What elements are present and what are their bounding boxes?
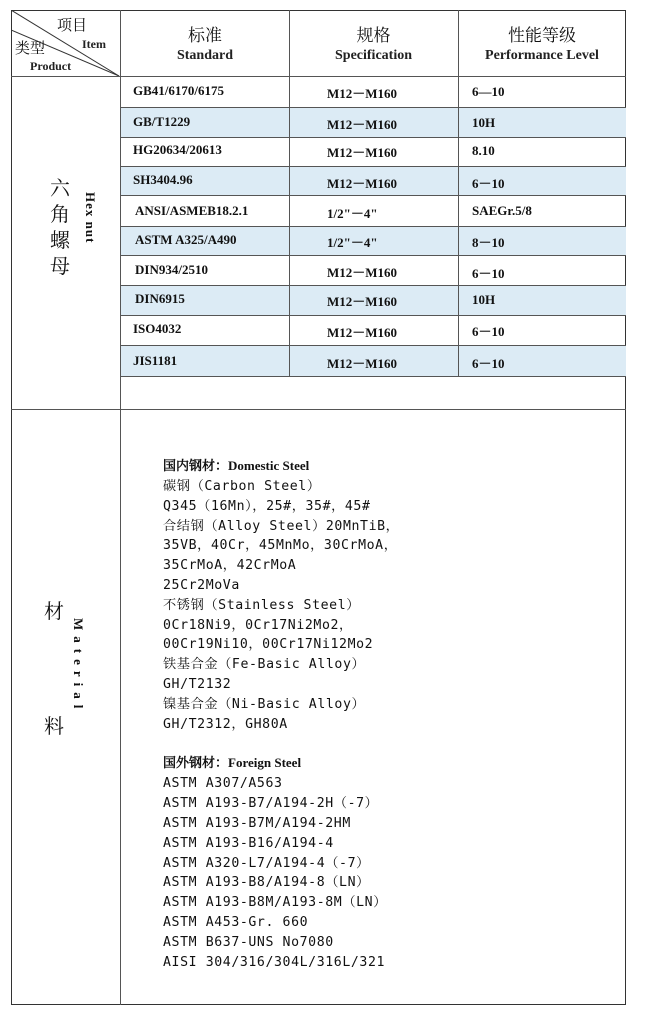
hex-nut-char: 角 <box>50 202 70 226</box>
cell-spec: M12－M160 <box>327 356 398 371</box>
material-char-2: 料 <box>44 714 64 738</box>
cell-spec: 1/2"－4" <box>327 235 378 250</box>
column-divider <box>289 10 290 376</box>
cell-spec: M12－M160 <box>327 117 398 132</box>
cell-spec: M12－M160 <box>327 86 398 101</box>
row-divider <box>120 285 626 286</box>
corner-item-en: Item <box>82 37 106 51</box>
material-line: ASTM A453-Gr. 660 <box>163 914 309 930</box>
material-line: ASTM A193-B8/A194-8（LN） <box>163 875 370 891</box>
cell-standard: HG20634/20613 <box>133 142 222 157</box>
material-char-1: 材 <box>44 599 64 623</box>
header-spec-en: Specification <box>335 48 412 63</box>
cell-standard: DIN6915 <box>135 291 185 306</box>
domestic-heading-en: Domestic Steel <box>228 458 310 473</box>
material-line: 不锈钢（Stainless Steel） <box>163 597 361 613</box>
cell-level: 8.10 <box>472 143 495 158</box>
row-divider <box>120 376 626 377</box>
row-divider <box>120 345 626 346</box>
cell-standard: JIS1181 <box>133 353 178 368</box>
cell-standard: ISO4032 <box>133 321 182 336</box>
row-divider <box>120 107 626 108</box>
material-line: ASTM A193-B16/A194-4 <box>163 835 334 851</box>
cell-spec: M12－M160 <box>327 325 398 340</box>
hex-nut-char: 六 <box>50 176 70 200</box>
column-divider <box>120 10 121 1005</box>
header-spec-zh: 规格 <box>356 26 391 46</box>
header-level-en: Performance Level <box>485 48 599 63</box>
material-line: AISI 304/316/304L/316L/321 <box>163 954 386 970</box>
cell-spec: M12－M160 <box>327 145 398 160</box>
hex-nut-label-en: Hex nut <box>83 192 98 244</box>
material-line: ASTM A307/A563 <box>163 776 283 792</box>
material-line: 35CrMoA，42CrMoA <box>163 558 297 574</box>
header-level-zh: 性能等级 <box>508 26 576 46</box>
cell-spec: M12－M160 <box>327 294 398 309</box>
material-line: Q345（16Mn），25#，35#，45# <box>163 498 371 514</box>
material-line: 25Cr2MoVa <box>163 577 240 593</box>
foreign-heading <box>163 752 618 774</box>
material-line: 合结钢（Alloy Steel）20MnTiB， <box>163 518 400 534</box>
hex-nut-char: 螺 <box>50 228 70 252</box>
material-line: 0Cr18Ni9，0Cr17Ni2Mo2， <box>163 617 353 633</box>
hex-nut-label-zh <box>48 175 72 279</box>
cell-spec: M12－M160 <box>327 176 398 191</box>
material-line: ASTM B637-UNS No7080 <box>163 934 334 950</box>
cell-standard: DIN934/2510 <box>135 262 208 277</box>
foreign-heading-zh: 国外钢材： <box>163 756 229 772</box>
cell-level: 10H <box>472 115 496 130</box>
cell-spec: M12－M160 <box>327 265 398 280</box>
row-divider <box>120 137 626 138</box>
cell-level: SAEGr.5/8 <box>472 203 532 218</box>
material-line: 碳钢（Carbon Steel） <box>163 479 321 494</box>
cell-level: 6—10 <box>472 84 505 99</box>
header-standard-en: Standard <box>176 48 234 63</box>
section-divider <box>11 409 626 410</box>
cell-level: 8－10 <box>472 235 505 250</box>
row-divider <box>120 315 626 316</box>
material-line: ASTM A193-B7M/A194-2HM <box>163 815 351 831</box>
cell-standard: GB/T1229 <box>133 114 191 129</box>
domestic-heading <box>163 455 618 477</box>
corner-type-zh: 类型 <box>15 39 46 57</box>
header-standard-zh: 标准 <box>188 26 222 46</box>
cell-standard: SH3404.96 <box>133 172 193 187</box>
corner-item-zh: 项目 <box>57 16 88 34</box>
domestic-heading-zh: 国内钢材： <box>163 459 229 474</box>
material-line: ASTM A193-B7/A194-2H（-7） <box>163 796 379 812</box>
row-divider <box>120 226 626 227</box>
material-line: 00Cr19Ni10，00Cr17Ni12Mo2 <box>163 637 374 653</box>
corner-type-en: Product <box>30 59 72 73</box>
cell-standard: ASTM A325/A490 <box>135 232 237 247</box>
row-divider <box>120 166 626 167</box>
material-line: GH/T2312，GH80A <box>163 716 288 732</box>
material-line: 铁基合金（Fe-Basic Alloy） <box>163 657 366 673</box>
hex-nut-char: 母 <box>50 254 70 278</box>
material-line: 镍基合金（Ni-Basic Alloy） <box>163 696 366 712</box>
cell-level: 6－10 <box>472 324 505 339</box>
cell-standard: GB41/6170/6175 <box>133 83 225 98</box>
material-line: ASTM A193-B8M/A193-8M（LN） <box>163 895 387 911</box>
cell-level: 6－10 <box>472 356 505 371</box>
material-list <box>163 455 618 972</box>
header-divider <box>11 76 626 77</box>
cell-level: 6－10 <box>472 176 505 191</box>
material-label-en: Material <box>71 618 86 715</box>
column-divider <box>458 10 459 376</box>
row-divider <box>120 195 626 196</box>
row-divider <box>120 255 626 256</box>
cell-level: 10H <box>472 292 496 307</box>
cell-spec: 1/2"－4" <box>327 206 378 221</box>
material-line: GH/T2132 <box>163 676 232 692</box>
foreign-heading-en: Foreign Steel <box>228 755 302 771</box>
cell-level: 6－10 <box>472 266 505 281</box>
material-line: 35VB，40Cr，45MnMo，30CrMoA， <box>163 538 398 554</box>
cell-standard: ANSI/ASMEB18.2.1 <box>135 203 249 218</box>
material-line: ASTM A320-L7/A194-4（-7） <box>163 855 370 871</box>
